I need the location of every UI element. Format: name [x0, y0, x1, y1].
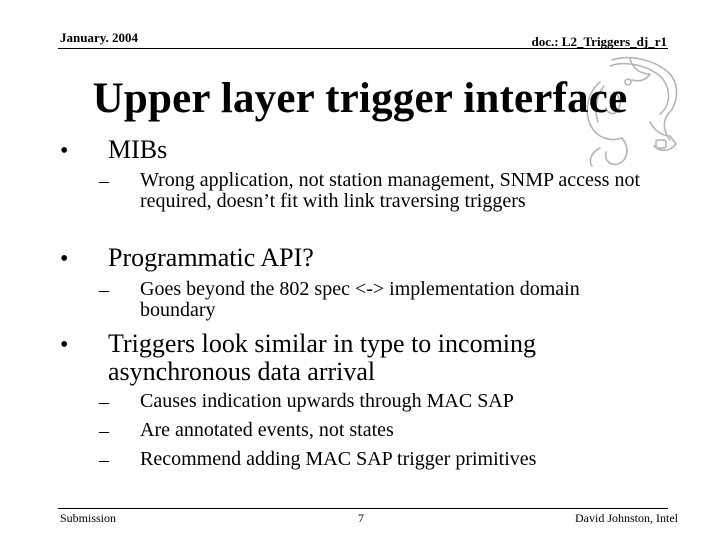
bullet-text: Programmatic API? [108, 243, 314, 272]
header-date: January. 2004 [60, 30, 139, 45]
sub-bullet-text: Causes indication upwards through MAC SAP [140, 390, 514, 412]
sub-bullet-text: Goes beyond the 802 spec <-> implementation domain boundary [140, 278, 580, 321]
bullet-text: Triggers look similar in type to incoming asynchronous data arrival [108, 329, 537, 386]
sub-bullet-dash: – [99, 391, 109, 413]
sub-bullet-text: Are annotated events, not states [140, 419, 394, 441]
sub-bullet-dash: – [99, 279, 109, 301]
page-number: 7 [358, 511, 364, 525]
sub-bullet-dash: – [99, 170, 109, 192]
footer-submission: Submission [60, 511, 117, 525]
sub-bullet-dash: – [99, 449, 109, 471]
bullet-text: MIBs [108, 135, 168, 164]
footer-rule [58, 508, 668, 509]
slide-title: Upper layer trigger interface [92, 75, 628, 122]
bullet-marker: • [60, 246, 69, 272]
sub-bullet-text: Wrong application, not station management, SNMP access not required, doesn’t fit with link traversing triggers [140, 169, 641, 212]
header-doc-id: doc.: L2_Triggers_dj_r1 [531, 34, 667, 49]
bullet-marker: • [60, 138, 69, 164]
footer-author: David Johnston, Intel [575, 511, 678, 525]
header-rule [58, 48, 668, 49]
bullet-marker: • [60, 332, 69, 358]
sub-bullet-dash: – [99, 420, 109, 442]
sub-bullet-text: Recommend adding MAC SAP trigger primitives [140, 448, 537, 470]
